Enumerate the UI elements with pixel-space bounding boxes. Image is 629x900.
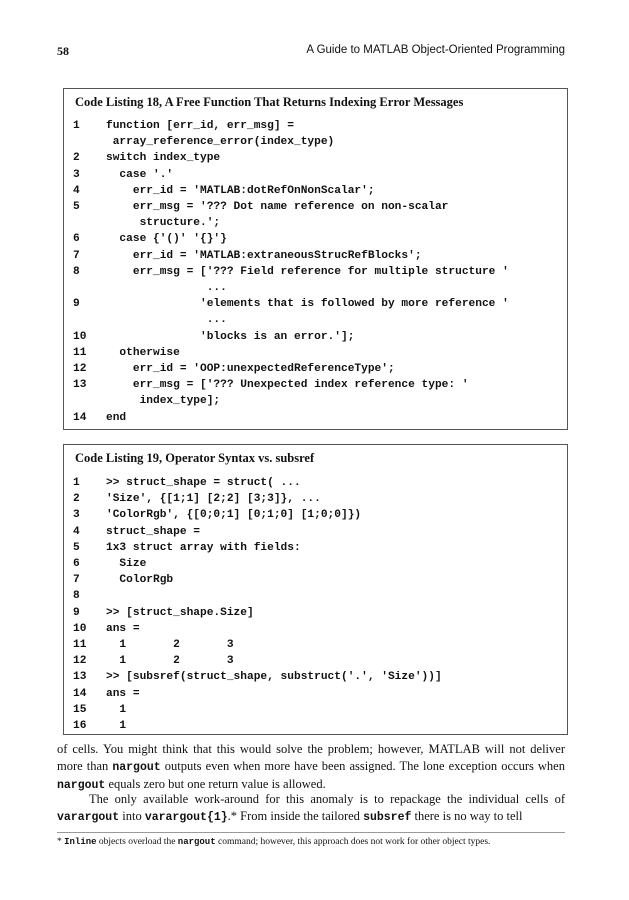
- line-number: 15: [73, 703, 87, 716]
- code-text: case {'()' '{}'}: [106, 233, 227, 246]
- footnote: * Inline objects overload the nargout command; however, this approach does not work for other object types.: [57, 837, 491, 847]
- code-line: [73, 248, 563, 264]
- code-line: [73, 572, 563, 588]
- line-number: 11: [73, 639, 87, 651]
- code-line: [73, 377, 563, 393]
- line-number: 3: [73, 509, 80, 522]
- code-text: ColorRgb: [106, 574, 174, 587]
- code-listing-18: [63, 88, 568, 430]
- code-line: [73, 312, 563, 328]
- code-text: err_id = 'MATLAB:extraneousStrucRefBlocks';: [106, 249, 422, 262]
- line-number: 7: [73, 249, 80, 262]
- code-line: [73, 588, 563, 604]
- code-text: case '.': [106, 168, 174, 181]
- code-listing-19: [63, 444, 568, 735]
- line-number: 7: [73, 574, 80, 587]
- code-line: [73, 653, 563, 669]
- code-line: [73, 345, 563, 361]
- code-line: [73, 393, 563, 409]
- footnote-rule: [57, 832, 565, 833]
- code-line: [73, 605, 563, 621]
- line-number: 14: [73, 687, 87, 700]
- line-number: 2: [73, 152, 80, 165]
- code-text: 'ColorRgb', {[0;0;1] [0;1;0] [1;0;0]}): [106, 509, 362, 522]
- code-line: [73, 669, 563, 685]
- code-text: >> [struct_shape.Size]: [106, 606, 254, 619]
- code-text: ...: [106, 314, 227, 327]
- code-line: [73, 329, 563, 345]
- code-text: err_id = 'MATLAB:dotRefOnNonScalar';: [106, 184, 375, 197]
- line-number: 1: [73, 120, 80, 132]
- code-line: [73, 540, 563, 556]
- body-paragraph-2: The only available work-around for this anomaly is to repackage the individual cells of varargout into varargout{1}.* From inside the tailored subsref there is no way to tell: [57, 792, 565, 824]
- code-line: [73, 199, 563, 215]
- running-title: A Guide to MATLAB Object-Oriented Programming: [306, 44, 565, 56]
- code-text: err_msg = ['??? Field reference for multiple structure ': [106, 265, 509, 278]
- code-text: >> struct_shape = struct( ...: [106, 477, 301, 489]
- code-text: err_msg = '??? Dot name reference on non-scalar: [106, 201, 449, 213]
- code-line: [73, 686, 563, 702]
- code-line: [73, 361, 563, 377]
- code-text: 'Size', {[1;1] [2;2] [3;3]}, ...: [106, 493, 321, 506]
- line-number: 4: [73, 525, 80, 538]
- code-line: [73, 264, 563, 280]
- code-text: 1x3 struct array with fields:: [106, 541, 301, 554]
- code-text: structure.';: [106, 217, 221, 230]
- code-line: [73, 702, 563, 718]
- code-text: 'blocks is an error.'];: [106, 330, 355, 343]
- line-number: 9: [73, 298, 80, 311]
- code-text: err_id = 'OOP:unexpectedReferenceType';: [106, 363, 395, 375]
- code-line: [73, 621, 563, 637]
- code-line: [73, 215, 563, 231]
- code-line: [73, 410, 563, 426]
- line-number: 12: [73, 655, 87, 668]
- code-text: 'elements that is followed by more reference ': [106, 298, 509, 311]
- code-text: otherwise: [106, 346, 180, 359]
- code-text: switch index_type: [106, 152, 221, 165]
- code-text: ans =: [106, 622, 140, 635]
- code-line: [73, 231, 563, 247]
- code-line: [73, 475, 563, 491]
- code-line: [73, 491, 563, 507]
- line-number: 6: [73, 233, 80, 246]
- code-line: [73, 524, 563, 540]
- line-number: 16: [73, 720, 87, 732]
- code-line: [73, 556, 563, 572]
- code-line: [73, 118, 563, 134]
- line-number: 1: [73, 477, 80, 489]
- listing-19-title: Code Listing 19, Operator Syntax vs. subsref: [75, 451, 315, 465]
- code-text: end: [106, 411, 127, 424]
- code-line: [73, 134, 563, 150]
- code-line: [73, 507, 563, 523]
- code-line: [73, 718, 563, 734]
- code-line: [73, 183, 563, 199]
- line-number: 4: [73, 184, 80, 197]
- code-text: err_msg = ['??? Unexpected index reference type: ': [106, 379, 469, 392]
- line-number: 13: [73, 671, 87, 684]
- line-number: 11: [73, 346, 87, 359]
- code-text: 1 2 3: [106, 655, 234, 668]
- code-text: 1 2 3: [106, 639, 234, 651]
- code-text: 1: [106, 703, 127, 716]
- body-paragraph-1: of cells. You might think that this would solve the problem; however, MATLAB will not deliver more than nargout outputs even when more have been assigned. The lone exception occurs when nargout equals zero but one return value is allowed.: [57, 742, 565, 792]
- code-text: array_reference_error(index_type): [106, 136, 335, 149]
- line-number: 12: [73, 363, 87, 375]
- line-number: 10: [73, 622, 87, 635]
- line-number: 3: [73, 168, 80, 181]
- line-number: 10: [73, 330, 87, 343]
- line-number: 5: [73, 201, 80, 213]
- code-text: Size: [106, 558, 147, 570]
- line-number: 13: [73, 379, 87, 392]
- listing-18-title: Code Listing 18, A Free Function That Returns Indexing Error Messages: [75, 95, 464, 109]
- code-line: [73, 280, 563, 296]
- line-number: 8: [73, 590, 80, 603]
- code-line: [73, 150, 563, 166]
- code-text: index_type];: [106, 395, 221, 408]
- code-line: [73, 637, 563, 653]
- code-line: [73, 167, 563, 183]
- code-text: ans =: [106, 687, 140, 700]
- code-text: struct_shape =: [106, 525, 200, 538]
- page-header: [57, 44, 565, 62]
- code-text: 1: [106, 720, 127, 732]
- code-line: [73, 296, 563, 312]
- line-number: 9: [73, 606, 80, 619]
- line-number: 14: [73, 411, 87, 424]
- page-number: 58: [57, 44, 69, 58]
- code-text: function [err_id, err_msg] =: [106, 120, 294, 132]
- code-text: ...: [106, 282, 227, 294]
- code-text: >> [subsref(struct_shape, substruct('.', 'Size'))]: [106, 671, 442, 684]
- line-number: 5: [73, 541, 80, 554]
- line-number: 8: [73, 265, 80, 278]
- line-number: 2: [73, 493, 80, 506]
- line-number: 6: [73, 558, 80, 570]
